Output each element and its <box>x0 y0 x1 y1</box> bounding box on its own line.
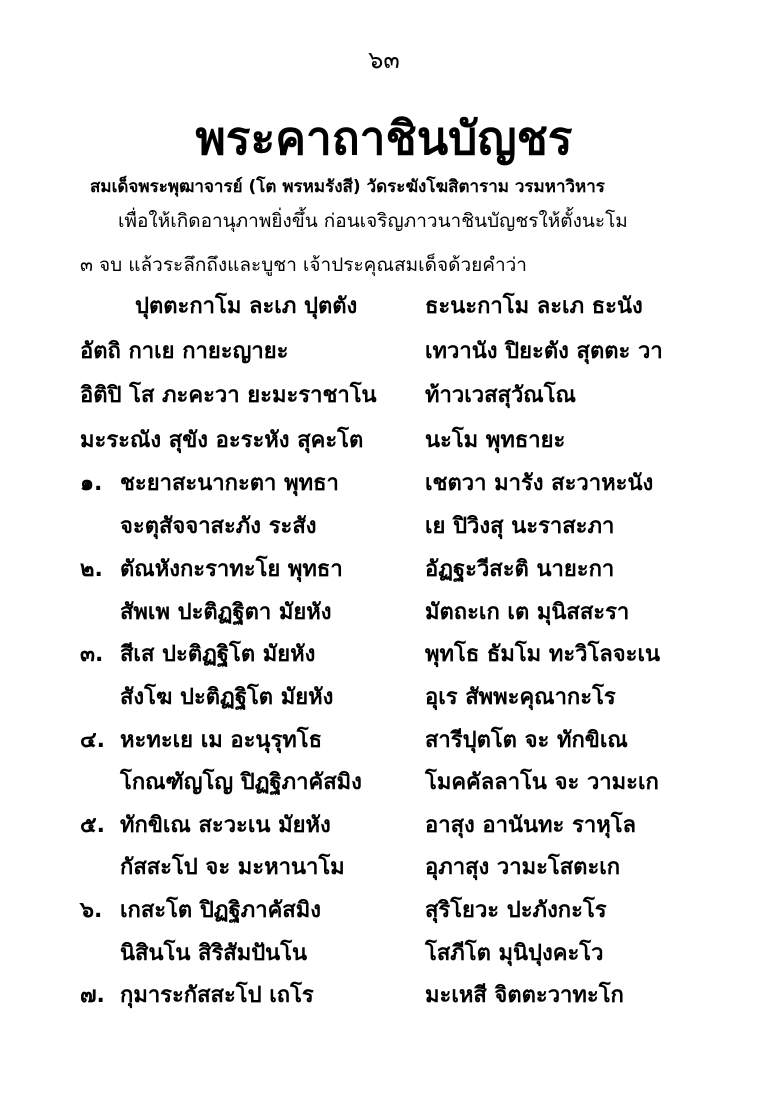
verse-right: มะเหสี จิตตะวาทะโก <box>425 983 624 1008</box>
verse-right: มัตถะเก เต มุนิสสะรา <box>425 600 630 625</box>
verse-number: ๖. <box>80 898 103 923</box>
verse-right: อุภาสุง วามะโสตะเก <box>425 855 621 880</box>
preamble-line <box>0 333 768 373</box>
verse-right: โมคคัลลาโน จะ วามะเก <box>425 770 659 795</box>
verse-line <box>0 679 768 719</box>
page-number: ๖๓ <box>368 46 400 74</box>
preamble-right: ธะนะกาโม ละเภ ธะนัง <box>425 294 643 319</box>
preamble-right: นะโม พุทธายะ <box>425 428 566 453</box>
verse-number: ๔. <box>80 728 106 753</box>
verse-line <box>0 465 768 505</box>
verse-left: จะตุสัจจาสะภัง ระสัง <box>120 514 317 539</box>
verse-left: ทักขิเณ สะวะเน มัยหัง <box>120 813 331 838</box>
verse-right: อุเร สัพพะคุณากะโร <box>425 685 616 710</box>
preamble-line <box>0 422 768 462</box>
verse-line <box>0 551 768 591</box>
verse-right: เชตวา มารัง สะวาหะนัง <box>425 471 654 496</box>
preamble-right: เทวานัง ปิยะตัง สุตตะ วา <box>425 339 663 364</box>
verse-left: สัพเพ ปะติฏฐิตา มัยหัง <box>120 600 332 625</box>
verse-line <box>0 636 768 676</box>
verse-line <box>0 722 768 762</box>
verse-line <box>0 935 768 975</box>
verse-left: ชะยาสะนากะตา พุทธา <box>120 471 339 496</box>
verse-left: กุมาระกัสสะโป เถโร <box>120 983 314 1008</box>
verse-right: พุทโธ ธัมโม ทะวิโลจะเน <box>425 642 661 667</box>
verse-line <box>0 849 768 889</box>
verse-right: โสภีโต มุนิปุงคะโว <box>425 941 604 966</box>
verse-right: เย ปิวิงสุ นะราสะภา <box>425 514 615 539</box>
verse-number: ๑. <box>80 471 103 496</box>
intro-line: ๓ จบ แล้วระลึกถึงและบูชา เจ้าประคุณสมเด็จด้วยคำว่า <box>80 254 527 276</box>
verse-right: สุริโยวะ ปะภังกะโร <box>425 898 607 923</box>
verse-right: อาสุง อานันทะ ราหุโล <box>425 813 636 838</box>
verse-line <box>0 594 768 634</box>
verse-left: สีเส ปะติฏฐิโต มัยหัง <box>120 642 316 667</box>
verse-line <box>0 508 768 548</box>
verse-left: เกสะโต ปิฏฐิภาคัสมิง <box>120 898 321 923</box>
verse-left: ตัณหังกะราทะโย พุทธา <box>120 557 343 582</box>
intro-line: เพื่อให้เกิดอานุภาพยิ่งขึ้น ก่อนเจริญภาวนาชินบัญชรให้ตั้งนะโม <box>118 210 628 232</box>
verse-left: โกณฑัญโญ ปิฏฐิภาคัสมิง <box>120 770 362 795</box>
preamble-left: อัตถิ กาเย กายะญายะ <box>80 339 289 364</box>
preamble-left: อิติปิ โส ภะคะวา ยะมะราชาโน <box>80 383 377 408</box>
subtitle: สมเด็จพระพุฒาจารย์ (โต พรหมรังสี) วัดระฆังโฆสิตาราม วรมหาวิหาร <box>90 177 605 197</box>
page-title: พระคาถาชินบัญชร <box>195 111 573 165</box>
preamble-right: ท้าวเวสสุวัณโณ <box>425 383 576 408</box>
verse-number: ๒. <box>80 557 103 582</box>
verse-left: กัสสะโป จะ มะหานาโม <box>120 855 345 880</box>
verse-number: ๓. <box>80 642 104 667</box>
verse-number: ๗. <box>80 983 105 1008</box>
preamble-line <box>0 288 768 328</box>
verse-left: หะทะเย เม อะนุรุทโธ <box>120 728 323 753</box>
preamble-left: ปุตตะกาโม ละเภ ปุตตัง <box>135 294 358 319</box>
verse-line <box>0 892 768 932</box>
verse-right: อัฏฐะวีสะติ นายะกา <box>425 557 615 582</box>
verse-right: สารีปุตโต จะ ทักขิเณ <box>425 728 628 753</box>
verse-line <box>0 977 768 1017</box>
verse-left: สังโฆ ปะติฏฐิโต มัยหัง <box>120 685 334 710</box>
preamble-line <box>0 377 768 417</box>
verse-line <box>0 764 768 804</box>
preamble-left: มะระณัง สุขัง อะระหัง สุคะโต <box>80 428 364 453</box>
verse-line <box>0 807 768 847</box>
verse-number: ๕. <box>80 813 106 838</box>
verse-left: นิสินโน สิริสัมปันโน <box>120 941 308 966</box>
